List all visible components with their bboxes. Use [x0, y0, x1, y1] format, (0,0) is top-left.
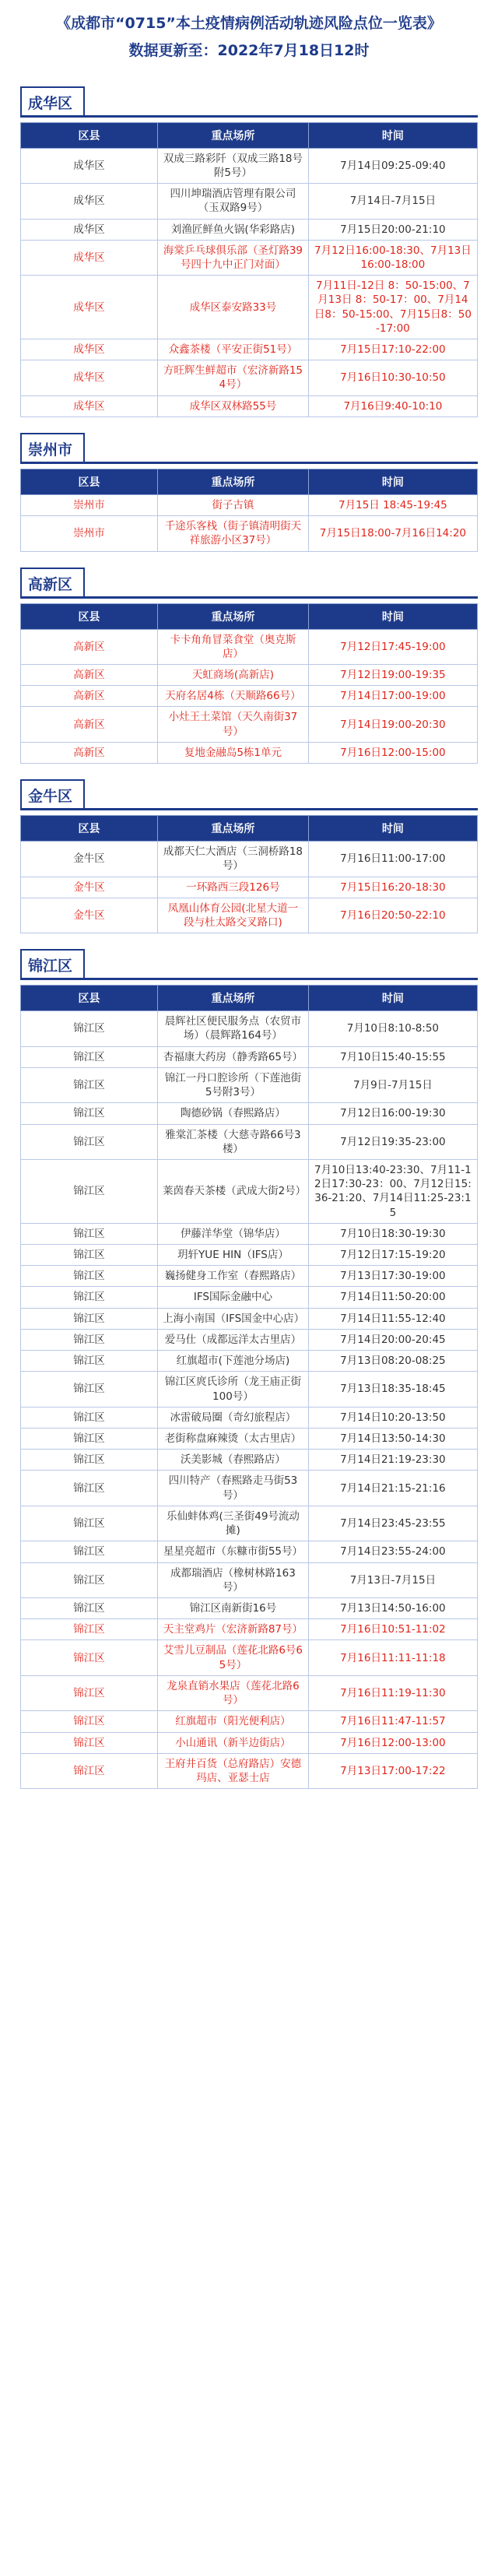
column-header: 重点场所	[158, 122, 309, 148]
district-cell: 锦江区	[21, 1067, 158, 1102]
district-cell: 金牛区	[21, 898, 158, 933]
table-row	[21, 742, 478, 763]
place-cell: 伊藤洋华堂（锦华店）	[158, 1223, 309, 1244]
district-cell: 成华区	[21, 148, 158, 183]
place-cell: 成华区双林路55号	[158, 395, 309, 416]
table-row	[21, 1732, 478, 1753]
time-cell: 7月16日12:00-13:00	[308, 1732, 477, 1753]
time-cell: 7月14日11:55-12:40	[308, 1308, 477, 1329]
table-row	[21, 1067, 478, 1102]
place-cell: 玥轩YUE HIN（IFS店）	[158, 1245, 309, 1266]
time-cell: 7月14日09:25-09:40	[308, 148, 477, 183]
column-header: 区县	[21, 986, 158, 1011]
time-cell: 7月14日13:50-14:30	[308, 1429, 477, 1450]
table-row	[21, 1429, 478, 1450]
time-cell: 7月10日18:30-19:30	[308, 1223, 477, 1244]
table-row	[21, 629, 478, 664]
column-header: 重点场所	[158, 469, 309, 494]
district-heading: 成华区	[20, 86, 85, 115]
place-cell: 杏福康大药房（静秀路65号）	[158, 1046, 309, 1067]
column-header: 时间	[308, 603, 477, 629]
column-header: 重点场所	[158, 816, 309, 842]
column-header: 重点场所	[158, 603, 309, 629]
district-section	[20, 86, 478, 417]
table-row	[21, 148, 478, 183]
table-header-row	[21, 816, 478, 842]
district-cell: 锦江区	[21, 1732, 158, 1753]
time-cell: 7月10日13:40-23:30、7月11-12日17:30-23：00、7月12日15:36-21:20、7月14日11:25-23:15	[308, 1159, 477, 1223]
district-cell: 锦江区	[21, 1351, 158, 1372]
time-cell: 7月15日 18:45-19:45	[308, 494, 477, 515]
district-cell: 锦江区	[21, 1597, 158, 1618]
time-cell: 7月11日-12日 8：50-15:00、7月13日 8：50-17：00、7月14日8：50-15:00、7月15日8：50-17:00	[308, 276, 477, 339]
time-cell: 7月13日-7月15日	[308, 1562, 477, 1597]
time-cell: 7月14日23:55-24:00	[308, 1541, 477, 1562]
place-cell: 沃美影城（春熙路店）	[158, 1450, 309, 1471]
time-cell: 7月14日21:15-21:16	[308, 1471, 477, 1506]
table-row	[21, 898, 478, 933]
time-cell: 7月16日11:11-11:18	[308, 1640, 477, 1675]
place-cell: 海棠乒乓球俱乐部（圣灯路39号四十九中正门对面）	[158, 240, 309, 275]
column-header: 重点场所	[158, 986, 309, 1011]
table-row	[21, 1046, 478, 1067]
time-cell: 7月10日8:10-8:50	[308, 1011, 477, 1046]
district-cell: 锦江区	[21, 1046, 158, 1067]
table-row	[21, 516, 478, 551]
risk-table	[20, 122, 478, 417]
district-cell: 锦江区	[21, 1429, 158, 1450]
table-row	[21, 1159, 478, 1223]
table-row	[21, 1597, 478, 1618]
time-cell: 7月14日17:00-19:00	[308, 686, 477, 707]
heading-divider	[20, 978, 478, 980]
table-row	[21, 1266, 478, 1287]
district-cell: 成华区	[21, 184, 158, 219]
district-cell: 高新区	[21, 742, 158, 763]
district-cell: 锦江区	[21, 1640, 158, 1675]
district-cell: 锦江区	[21, 1372, 158, 1407]
place-cell: 四川坤瑞酒店管理有限公司（玉双路9号）	[158, 184, 309, 219]
district-section	[20, 433, 478, 552]
table-row	[21, 1287, 478, 1308]
time-cell: 7月14日19:00-20:30	[308, 707, 477, 742]
table-row	[21, 1407, 478, 1428]
district-cell: 金牛区	[21, 842, 158, 877]
place-cell: 街子古镇	[158, 494, 309, 515]
table-row	[21, 1640, 478, 1675]
table-row	[21, 1450, 478, 1471]
place-cell: 复地金融岛5栋1单元	[158, 742, 309, 763]
place-cell: 方旺辉生鲜超市（宏济新路154号）	[158, 360, 309, 395]
heading-divider	[20, 596, 478, 599]
place-cell: 锦江区庹氏诊所（龙王庙正街100号）	[158, 1372, 309, 1407]
table-row	[21, 1124, 478, 1159]
table-row	[21, 395, 478, 416]
district-cell: 锦江区	[21, 1266, 158, 1287]
time-cell: 7月14日20:00-20:45	[308, 1329, 477, 1350]
time-cell: 7月12日16:00-18:30、7月13日16:00-18:00	[308, 240, 477, 275]
time-cell: 7月15日17:10-22:00	[308, 339, 477, 360]
time-cell: 7月16日11:00-17:00	[308, 842, 477, 877]
district-cell: 锦江区	[21, 1450, 158, 1471]
table-header-row	[21, 603, 478, 629]
time-cell: 7月16日11:19-11:30	[308, 1675, 477, 1710]
place-cell: 天主堂鸡片（宏济新路87号）	[158, 1619, 309, 1640]
table-row	[21, 339, 478, 360]
place-cell: 红旗超市(下莲池分场店)	[158, 1351, 309, 1372]
time-cell: 7月9日-7月15日	[308, 1067, 477, 1102]
column-header: 区县	[21, 816, 158, 842]
table-header-row	[21, 986, 478, 1011]
table-row	[21, 1103, 478, 1124]
place-cell: 陶德砂锅（春熙路店）	[158, 1103, 309, 1124]
time-cell: 7月16日10:51-11:02	[308, 1619, 477, 1640]
table-row	[21, 184, 478, 219]
table-row	[21, 1675, 478, 1710]
place-cell: 凤凰山体育公园(北星大道一段与杜太路交叉路口)	[158, 898, 309, 933]
place-cell: 锦江区南新街16号	[158, 1597, 309, 1618]
district-cell: 锦江区	[21, 1562, 158, 1597]
time-cell: 7月10日15:40-15:55	[308, 1046, 477, 1067]
district-cell: 锦江区	[21, 1407, 158, 1428]
place-cell: 天府名居4栋（天顺路66号）	[158, 686, 309, 707]
column-header: 时间	[308, 986, 477, 1011]
table-row	[21, 276, 478, 339]
district-cell: 锦江区	[21, 1329, 158, 1350]
place-cell: 星星亮超市（东糠市街55号）	[158, 1541, 309, 1562]
column-header: 时间	[308, 469, 477, 494]
table-row	[21, 360, 478, 395]
place-cell: 卡卡角角冒菜食堂（奥克斯店）	[158, 629, 309, 664]
district-cell: 成华区	[21, 219, 158, 240]
table-row	[21, 877, 478, 898]
time-cell: 7月16日11:47-11:57	[308, 1711, 477, 1732]
time-cell: 7月15日16:20-18:30	[308, 877, 477, 898]
column-header: 区县	[21, 603, 158, 629]
place-cell: 成都天仁大酒店（三洞桥路18号）	[158, 842, 309, 877]
place-cell: 艾雪儿豆制品（莲花北路6号65号）	[158, 1640, 309, 1675]
place-cell: 双成三路彩阡（双成三路18号附5号）	[158, 148, 309, 183]
district-cell: 崇州市	[21, 516, 158, 551]
district-cell: 锦江区	[21, 1541, 158, 1562]
time-cell: 7月16日20:50-22:10	[308, 898, 477, 933]
place-cell: 雅棠汇茶楼（大慈寺路66号3楼）	[158, 1124, 309, 1159]
district-cell: 锦江区	[21, 1223, 158, 1244]
district-heading: 锦江区	[20, 949, 85, 978]
time-cell: 7月13日18:35-18:45	[308, 1372, 477, 1407]
district-heading: 金牛区	[20, 779, 85, 808]
table-row	[21, 1372, 478, 1407]
time-cell: 7月14日23:45-23:55	[308, 1506, 477, 1541]
district-cell: 高新区	[21, 707, 158, 742]
time-cell: 7月12日17:45-19:00	[308, 629, 477, 664]
risk-table	[20, 815, 478, 933]
table-row	[21, 842, 478, 877]
district-cell: 高新区	[21, 665, 158, 686]
time-cell: 7月13日17:00-17:22	[308, 1753, 477, 1788]
time-cell: 7月14日10:20-13:50	[308, 1407, 477, 1428]
table-row	[21, 686, 478, 707]
table-header-row	[21, 469, 478, 494]
table-row	[21, 1245, 478, 1266]
time-cell: 7月14日-7月15日	[308, 184, 477, 219]
table-row	[21, 1506, 478, 1541]
table-row	[21, 1619, 478, 1640]
table-row	[21, 1351, 478, 1372]
page-title: 《成都市“0715”本土疫情病例活动轨迹风险点位一览表》	[56, 15, 442, 32]
time-cell: 7月12日19:35-23:00	[308, 1124, 477, 1159]
district-cell: 锦江区	[21, 1308, 158, 1329]
district-cell: 锦江区	[21, 1675, 158, 1710]
sections-container	[0, 86, 498, 1790]
place-cell: 刘渔匠鲜鱼火锅(华彩路店)	[158, 219, 309, 240]
district-cell: 崇州市	[21, 494, 158, 515]
table-row	[21, 240, 478, 275]
heading-divider	[20, 808, 478, 810]
time-cell: 7月12日17:15-19:20	[308, 1245, 477, 1266]
district-cell: 高新区	[21, 629, 158, 664]
district-section	[20, 949, 478, 1789]
place-cell: 冰雷破局圈（奇幻旅程店）	[158, 1407, 309, 1428]
time-cell: 7月14日11:50-20:00	[308, 1287, 477, 1308]
district-cell: 高新区	[21, 686, 158, 707]
table-row	[21, 1471, 478, 1506]
place-cell: 小灶王土菜馆（天久南街37号）	[158, 707, 309, 742]
time-cell: 7月13日08:20-08:25	[308, 1351, 477, 1372]
place-cell: 王府井百货（总府路店）安德玛店、亚瑟士店	[158, 1753, 309, 1788]
district-cell: 锦江区	[21, 1711, 158, 1732]
column-header: 时间	[308, 122, 477, 148]
district-cell: 成华区	[21, 276, 158, 339]
risk-table	[20, 985, 478, 1789]
time-cell: 7月13日17:30-19:00	[308, 1266, 477, 1287]
district-cell: 锦江区	[21, 1159, 158, 1223]
district-cell: 成华区	[21, 395, 158, 416]
table-row	[21, 707, 478, 742]
place-cell: 成都瑞酒店（橡树林路163号）	[158, 1562, 309, 1597]
place-cell: 天虹商场(高新店)	[158, 665, 309, 686]
table-row	[21, 494, 478, 515]
column-header: 区县	[21, 469, 158, 494]
time-cell: 7月15日20:00-21:10	[308, 219, 477, 240]
table-row	[21, 1753, 478, 1788]
place-cell: 巍扬健身工作室（春熙路店）	[158, 1266, 309, 1287]
place-cell: 众鑫茶楼（平安正街51号）	[158, 339, 309, 360]
district-heading: 高新区	[20, 568, 85, 596]
time-cell: 7月16日10:30-10:50	[308, 360, 477, 395]
district-cell: 锦江区	[21, 1506, 158, 1541]
district-cell: 成华区	[21, 339, 158, 360]
place-cell: 红旗超市（阳光便利店）	[158, 1711, 309, 1732]
district-cell: 金牛区	[21, 877, 158, 898]
place-cell: 上海小南国（IFS国金中心店）	[158, 1308, 309, 1329]
column-header: 区县	[21, 122, 158, 148]
table-row	[21, 1223, 478, 1244]
place-cell: 一环路西三段126号	[158, 877, 309, 898]
district-section	[20, 779, 478, 933]
table-row	[21, 1562, 478, 1597]
table-row	[21, 1329, 478, 1350]
heading-divider	[20, 462, 478, 464]
place-cell: 龙泉直销水果店（莲花北路6号）	[158, 1675, 309, 1710]
time-cell: 7月15日18:00-7月16日14:20	[308, 516, 477, 551]
district-cell: 锦江区	[21, 1011, 158, 1046]
place-cell: 千途乐客栈（街子镇清明街天祥旅游小区37号）	[158, 516, 309, 551]
table-row	[21, 1711, 478, 1732]
place-cell: IFS国际金融中心	[158, 1287, 309, 1308]
time-cell: 7月16日9:40-10:10	[308, 395, 477, 416]
district-cell: 锦江区	[21, 1753, 158, 1788]
district-cell: 锦江区	[21, 1287, 158, 1308]
table-row	[21, 1541, 478, 1562]
place-cell: 乐仙蚌体鸡(三圣街49号流动摊)	[158, 1506, 309, 1541]
table-row	[21, 665, 478, 686]
district-section	[20, 568, 478, 764]
column-header: 时间	[308, 816, 477, 842]
place-cell: 四川特产（春熙路走马街53号）	[158, 1471, 309, 1506]
time-cell: 7月12日19:00-19:35	[308, 665, 477, 686]
time-cell: 7月16日12:00-15:00	[308, 742, 477, 763]
table-header-row	[21, 122, 478, 148]
place-cell: 小山通讯（新半边街店）	[158, 1732, 309, 1753]
risk-table	[20, 603, 478, 764]
district-cell: 成华区	[21, 360, 158, 395]
district-cell: 锦江区	[21, 1245, 158, 1266]
time-cell: 7月14日21:19-23:30	[308, 1450, 477, 1471]
place-cell: 莱茵春天茶楼（武成大街2号）	[158, 1159, 309, 1223]
place-cell: 老街称盘麻辣烫（太古里店）	[158, 1429, 309, 1450]
heading-divider	[20, 115, 478, 118]
district-heading: 崇州市	[20, 433, 85, 462]
place-cell: 爱马仕（成都远洋太古里店）	[158, 1329, 309, 1350]
risk-table	[20, 469, 478, 552]
place-cell: 晨辉社区便民服务点（农贸市场）（晨辉路164号）	[158, 1011, 309, 1046]
district-cell: 锦江区	[21, 1103, 158, 1124]
district-cell: 锦江区	[21, 1471, 158, 1506]
update-time: 数据更新至：2022年7月18日12时	[128, 41, 370, 59]
district-cell: 锦江区	[21, 1619, 158, 1640]
place-cell: 锦江一丹口腔诊所（下莲池街5号附3号）	[158, 1067, 309, 1102]
table-row	[21, 1011, 478, 1046]
time-cell: 7月13日14:50-16:00	[308, 1597, 477, 1618]
table-row	[21, 1308, 478, 1329]
place-cell: 成华区泰安路33号	[158, 276, 309, 339]
table-row	[21, 219, 478, 240]
district-cell: 成华区	[21, 240, 158, 275]
district-cell: 锦江区	[21, 1124, 158, 1159]
time-cell: 7月12日16:00-19:30	[308, 1103, 477, 1124]
